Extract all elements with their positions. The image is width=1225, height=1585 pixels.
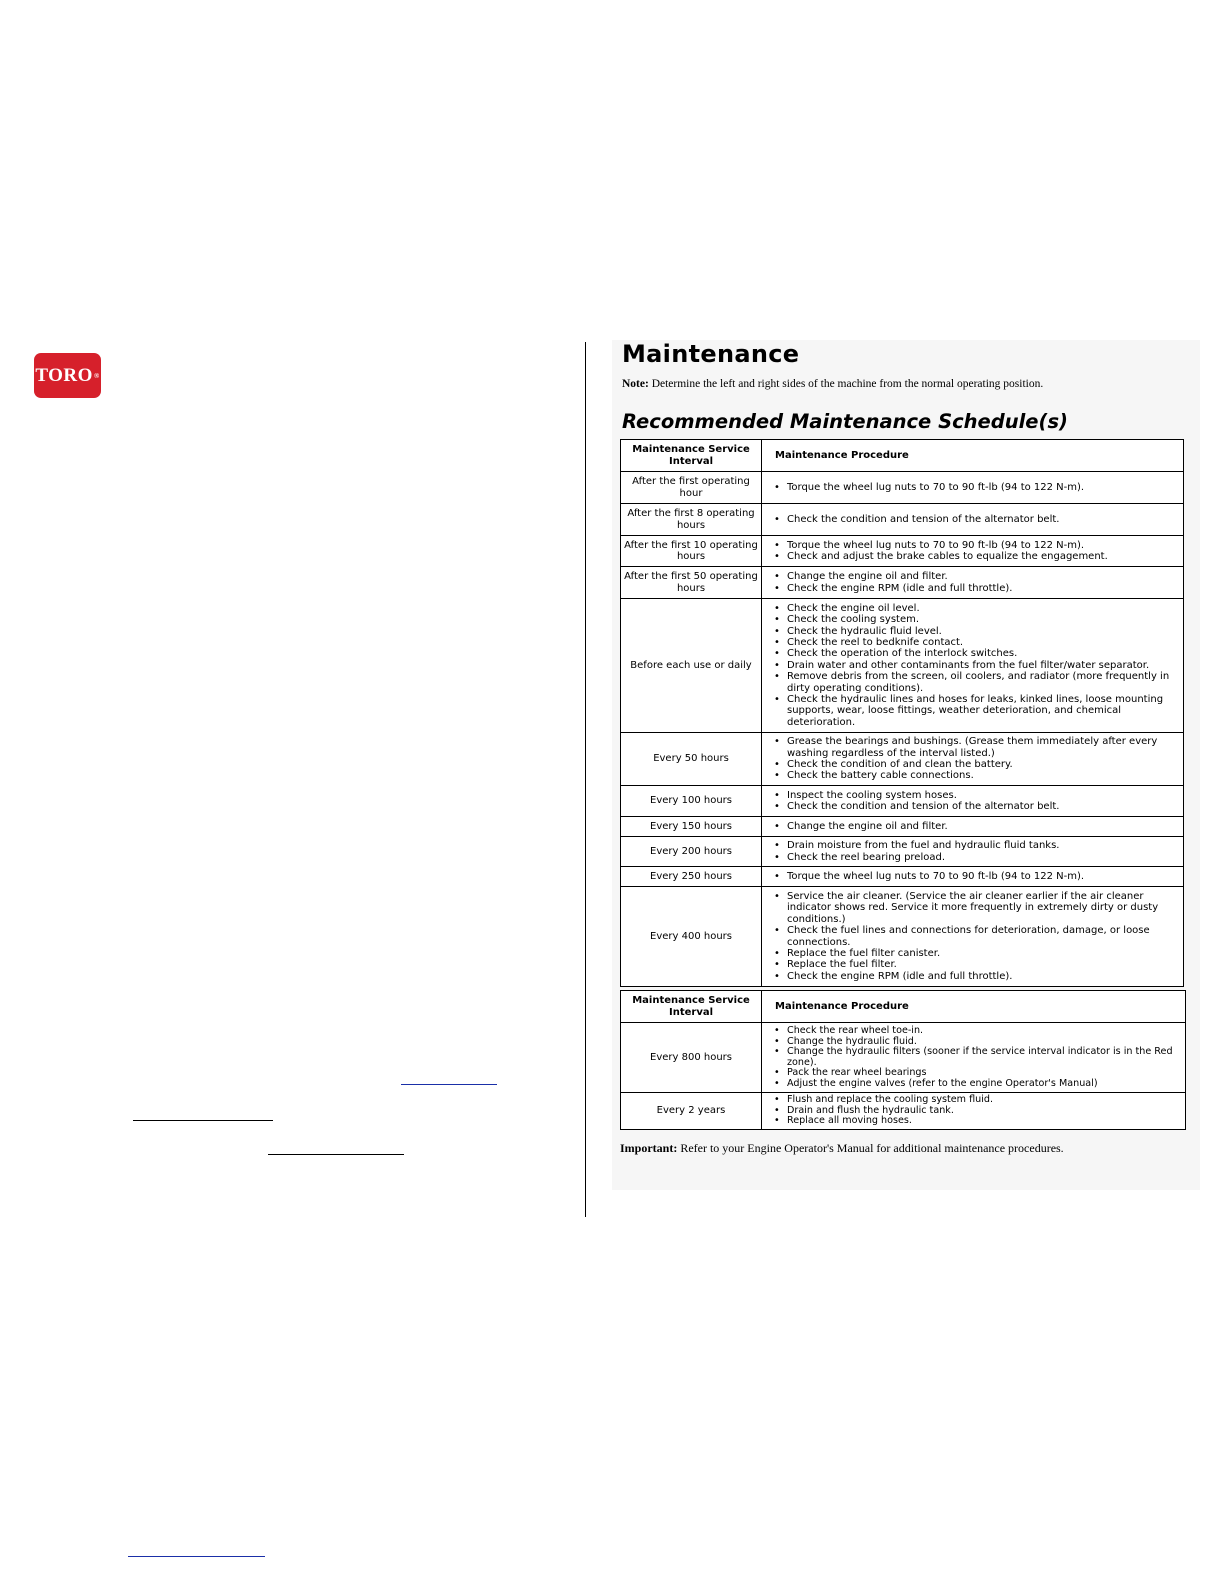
section-title: Recommended Maintenance Schedule(s) (622, 410, 1068, 433)
procedure-cell (762, 567, 1184, 599)
procedure-cell (762, 733, 1184, 786)
procedure-item: • Change the hydraulic filters (sooner if the service interval indicator is in the Red zone). (772, 1047, 1181, 1068)
page-title: Maintenance (622, 340, 800, 368)
page-divider (585, 342, 586, 1217)
schedule-row (621, 887, 1184, 987)
procedure-item: • Check the reel to bedknife contact. (772, 637, 1179, 648)
procedure-item: • Grease the bearings and bushings. (Grease them immediately after every washing regardless of the interval listed.) (772, 736, 1179, 759)
schedule-row (621, 733, 1184, 786)
service-interval: Every 800 hours (621, 1023, 762, 1093)
procedure-item: • Drain moisture from the fuel and hydraulic fluid tanks. (772, 840, 1179, 851)
procedure-item: • Replace all moving hoses. (772, 1116, 1181, 1127)
service-interval: Every 2 years (621, 1093, 762, 1130)
procedure-cell (762, 786, 1184, 817)
procedure-item: • Check the hydraulic lines and hoses for leaks, kinked lines, loose mounting supports, wear, loose fittings, weather deterioration, and chemical deterioration. (772, 694, 1179, 728)
procedure-cell (762, 599, 1184, 733)
procedure-item: • Check the engine RPM (idle and full throttle). (772, 583, 1179, 594)
procedure-item: • Check the reel bearing preload. (772, 852, 1179, 863)
procedure-list (772, 514, 1179, 525)
procedure-item: • Check the condition of and clean the battery. (772, 759, 1179, 770)
schedule-row (621, 472, 1184, 504)
procedure-list (772, 891, 1179, 982)
procedure-cell (762, 887, 1184, 987)
note-text: Determine the left and right sides of the machine from the normal operating position. (648, 378, 1044, 390)
registered-mark: ® (93, 371, 100, 380)
procedure-list (772, 840, 1179, 863)
service-interval: Every 400 hours (621, 887, 762, 987)
procedure-item: • Drain water and other contaminants from the fuel filter/water separator. (772, 660, 1179, 671)
procedure-cell (762, 867, 1184, 887)
procedure-cell (762, 504, 1184, 536)
schedule-row (621, 837, 1184, 867)
procedure-item: • Check the condition and tension of the alternator belt. (772, 801, 1179, 812)
procedure-list (772, 1026, 1181, 1089)
procedure-item: • Check the battery cable connections. (772, 770, 1179, 781)
link-underline[interactable] (128, 1556, 265, 1557)
note-label: Note: (622, 378, 649, 390)
procedure-item: • Change the engine oil and filter. (772, 821, 1179, 832)
procedure-item: • Torque the wheel lug nuts to 70 to 90 ft-lb (94 to 122 N-m). (772, 482, 1179, 493)
header-interval: Maintenance Service Interval (621, 440, 762, 472)
procedure-cell (762, 536, 1184, 567)
procedure-item: • Check the hydraulic fluid level. (772, 626, 1179, 637)
procedure-cell (762, 837, 1184, 867)
schedule-row (621, 786, 1184, 817)
underline-rule (133, 1120, 273, 1121)
procedure-item: • Inspect the cooling system hoses. (772, 790, 1179, 801)
underline-rule (268, 1154, 404, 1155)
procedure-list (772, 571, 1179, 594)
procedure-item: • Service the air cleaner. (Service the air cleaner earlier if the air cleaner indicator shows red. Service it more frequently in extremely dirty or dusty conditions.) (772, 891, 1179, 925)
schedule-row (621, 536, 1184, 567)
service-interval: After the first 50 operating hours (621, 567, 762, 599)
procedure-item: • Check the fuel lines and connections for deterioration, damage, or loose connections. (772, 925, 1179, 948)
header-interval: Maintenance Service Interval (621, 991, 762, 1023)
procedure-item: • Torque the wheel lug nuts to 70 to 90 ft-lb (94 to 122 N-m). (772, 540, 1179, 551)
schedule-row (621, 567, 1184, 599)
service-interval: Before each use or daily (621, 599, 762, 733)
service-interval: Every 150 hours (621, 817, 762, 837)
toro-logo (34, 353, 101, 398)
important-note (620, 1141, 1064, 1156)
procedure-item: • Check the operation of the interlock switches. (772, 648, 1179, 659)
procedure-item: • Change the hydraulic fluid. (772, 1037, 1181, 1048)
maintenance-schedule-table-continued (620, 990, 1186, 1130)
procedure-item: • Change the engine oil and filter. (772, 571, 1179, 582)
header-procedure: Maintenance Procedure (762, 991, 1186, 1023)
procedure-item: • Remove debris from the screen, oil coolers, and radiator (more frequently in dirty operating conditions). (772, 671, 1179, 694)
service-interval: Every 100 hours (621, 786, 762, 817)
procedure-item: • Replace the fuel filter canister. (772, 948, 1179, 959)
procedure-item: • Torque the wheel lug nuts to 70 to 90 ft-lb (94 to 122 N-m). (772, 871, 1179, 882)
procedure-item: • Check the engine RPM (idle and full throttle). (772, 971, 1179, 982)
note (622, 378, 1043, 390)
service-interval: After the first operating hour (621, 472, 762, 504)
maintenance-schedule-table (620, 439, 1184, 987)
procedure-item: • Check the cooling system. (772, 614, 1179, 625)
procedure-item: • Adjust the engine valves (refer to the engine Operator's Manual) (772, 1079, 1181, 1090)
important-text: Refer to your Engine Operator's Manual for additional maintenance procedures. (677, 1141, 1064, 1155)
service-interval: Every 50 hours (621, 733, 762, 786)
header-procedure: Maintenance Procedure (762, 440, 1184, 472)
procedure-list (772, 790, 1179, 813)
procedure-cell (762, 1023, 1186, 1093)
procedure-item: • Drain and flush the hydraulic tank. (772, 1106, 1181, 1117)
procedure-item: • Check the rear wheel toe-in. (772, 1026, 1181, 1037)
procedure-item: • Check the engine oil level. (772, 603, 1179, 614)
service-interval: Every 200 hours (621, 837, 762, 867)
procedure-cell (762, 817, 1184, 837)
procedure-list (772, 540, 1179, 563)
schedule-row (621, 817, 1184, 837)
schedule-row (621, 504, 1184, 536)
procedure-item: • Check and adjust the brake cables to equalize the engagement. (772, 551, 1179, 562)
procedure-cell (762, 472, 1184, 504)
procedure-item: • Replace the fuel filter. (772, 959, 1179, 970)
service-interval: After the first 8 operating hours (621, 504, 762, 536)
procedure-cell (762, 1093, 1186, 1130)
important-label: Important: (620, 1141, 678, 1155)
service-interval: Every 250 hours (621, 867, 762, 887)
procedure-list (772, 871, 1179, 882)
procedure-list (772, 821, 1179, 832)
procedure-list (772, 736, 1179, 782)
procedure-list (772, 1095, 1181, 1127)
schedule-row (621, 867, 1184, 887)
logo-text: TORO (35, 364, 93, 386)
schedule-row (621, 1093, 1186, 1130)
procedure-item: • Pack the rear wheel bearings (772, 1068, 1181, 1079)
schedule-row (621, 1023, 1186, 1093)
link-underline[interactable] (401, 1084, 497, 1085)
service-interval: After the first 10 operating hours (621, 536, 762, 567)
procedure-item: • Check the condition and tension of the alternator belt. (772, 514, 1179, 525)
procedure-item: • Flush and replace the cooling system fluid. (772, 1095, 1181, 1106)
schedule-row (621, 599, 1184, 733)
procedure-list (772, 482, 1179, 493)
procedure-list (772, 603, 1179, 728)
